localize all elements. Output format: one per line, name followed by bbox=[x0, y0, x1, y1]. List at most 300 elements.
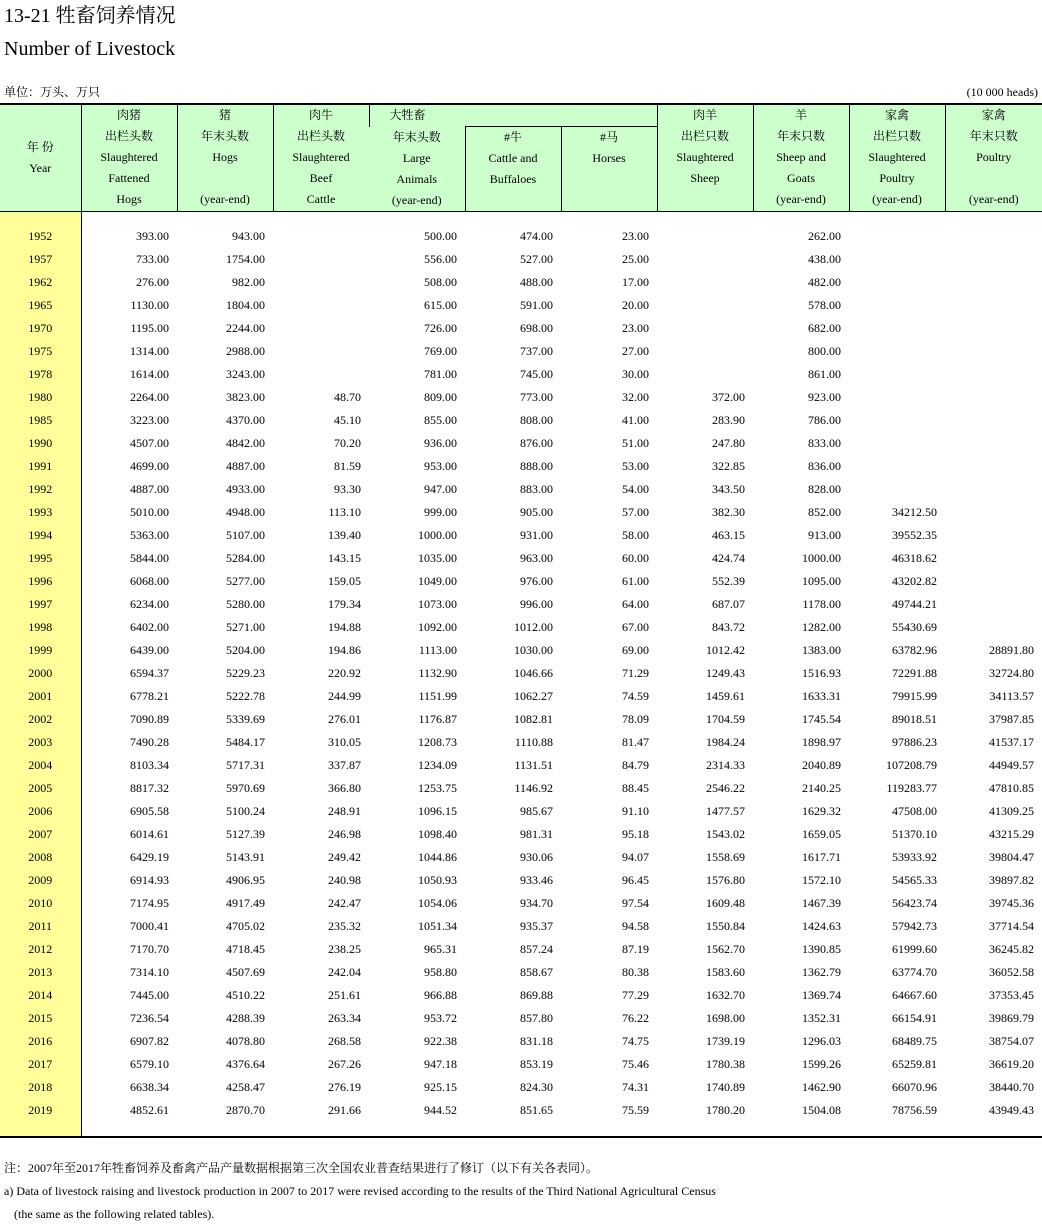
value-cell: 91.10 bbox=[622, 803, 650, 818]
value-cell: 786.00 bbox=[808, 412, 842, 427]
value-cell: 424.74 bbox=[712, 550, 746, 565]
year-cell: 1995 bbox=[0, 547, 81, 570]
year-cell: 2008 bbox=[0, 846, 81, 869]
value-cell: 32.00 bbox=[622, 389, 650, 404]
year-cell: 2002 bbox=[0, 708, 81, 731]
value-cell: 5143.91 bbox=[226, 849, 265, 864]
value-cell: 97.54 bbox=[622, 895, 650, 910]
value-cell: 63782.96 bbox=[892, 642, 938, 657]
table-row bbox=[0, 1053, 1042, 1076]
spacer-cell bbox=[81, 1122, 1042, 1137]
value-cell: 923.00 bbox=[808, 389, 842, 404]
year-cell: 1991 bbox=[0, 455, 81, 478]
value-cell: 37353.45 bbox=[989, 987, 1035, 1002]
value-cell: 4078.80 bbox=[226, 1033, 265, 1048]
value-cell: 97886.23 bbox=[892, 734, 938, 749]
value-cell: 1562.70 bbox=[706, 941, 746, 956]
value-cell: 68489.75 bbox=[892, 1033, 938, 1048]
value-cell: 853.19 bbox=[520, 1056, 553, 1071]
table-header bbox=[0, 104, 1042, 211]
value-cell: 30.00 bbox=[622, 366, 650, 381]
value-cell: 726.00 bbox=[424, 320, 457, 335]
value-cell: 25.00 bbox=[622, 251, 650, 266]
value-cell: 248.91 bbox=[328, 803, 361, 818]
header-cattle bbox=[465, 127, 561, 212]
value-cell: 1599.26 bbox=[802, 1056, 842, 1071]
value-cell: 936.00 bbox=[424, 435, 457, 450]
value-cell bbox=[273, 271, 369, 294]
value-cell: 34113.57 bbox=[989, 688, 1035, 703]
value-cell: 828.00 bbox=[808, 481, 842, 496]
value-cell: 17.00 bbox=[622, 274, 650, 289]
value-cell: 1609.48 bbox=[706, 895, 746, 910]
table-row bbox=[0, 731, 1042, 754]
value-cell: 1176.87 bbox=[418, 711, 457, 726]
value-cell: 283.90 bbox=[712, 412, 746, 427]
value-cell: 67.00 bbox=[622, 619, 650, 634]
value-cell: 251.61 bbox=[328, 987, 361, 1002]
year-cell bbox=[0, 1122, 81, 1137]
value-cell: 4887.00 bbox=[130, 481, 169, 496]
table-row bbox=[0, 961, 1042, 984]
value-cell bbox=[849, 340, 945, 363]
value-cell: 869.88 bbox=[520, 987, 553, 1002]
value-cell: 1030.00 bbox=[514, 642, 553, 657]
value-cell: 808.00 bbox=[520, 412, 553, 427]
header-line: 肉牛 bbox=[308, 108, 333, 122]
value-cell: 1383.00 bbox=[802, 642, 842, 657]
value-cell bbox=[657, 363, 753, 386]
value-cell: 43215.29 bbox=[989, 826, 1035, 841]
value-cell: 1352.31 bbox=[802, 1010, 842, 1025]
value-cell: 71.29 bbox=[622, 665, 650, 680]
year-cell: 1978 bbox=[0, 363, 81, 386]
header-line: 家禽 bbox=[885, 108, 910, 122]
value-cell bbox=[945, 409, 1042, 432]
value-cell: 7445.00 bbox=[130, 987, 169, 1002]
value-cell: 1543.02 bbox=[706, 826, 746, 841]
value-cell bbox=[657, 271, 753, 294]
value-cell: 1044.86 bbox=[418, 849, 457, 864]
value-cell: 44949.57 bbox=[989, 757, 1035, 772]
value-cell: 963.00 bbox=[520, 550, 553, 565]
value-cell: 95.18 bbox=[622, 826, 650, 841]
value-cell: 857.80 bbox=[520, 1010, 553, 1025]
value-cell: 322.85 bbox=[712, 458, 746, 473]
value-cell: 508.00 bbox=[424, 274, 457, 289]
value-cell bbox=[849, 317, 945, 340]
value-cell: 53933.92 bbox=[892, 849, 938, 864]
value-cell: 235.32 bbox=[328, 918, 361, 933]
value-cell: 930.06 bbox=[520, 849, 553, 864]
value-cell: 1131.51 bbox=[514, 757, 553, 772]
value-cell: 982.00 bbox=[232, 274, 265, 289]
value-cell: 54.00 bbox=[622, 481, 650, 496]
value-cell: 34212.50 bbox=[892, 504, 938, 519]
value-cell: 6402.00 bbox=[130, 619, 169, 634]
header-line: Horses bbox=[592, 151, 626, 165]
value-cell: 61999.60 bbox=[892, 941, 938, 956]
value-cell: 5363.00 bbox=[130, 527, 169, 542]
value-cell: 1035.00 bbox=[418, 550, 457, 565]
value-cell: 1745.54 bbox=[802, 711, 842, 726]
value-cell: 49744.21 bbox=[892, 596, 938, 611]
value-cell: 249.42 bbox=[328, 849, 361, 864]
value-cell: 933.46 bbox=[520, 872, 553, 887]
value-cell: 883.00 bbox=[520, 481, 553, 496]
value-cell: 143.15 bbox=[328, 550, 361, 565]
value-cell: 976.00 bbox=[520, 573, 553, 588]
value-cell: 965.31 bbox=[424, 941, 457, 956]
value-cell: 1698.00 bbox=[706, 1010, 746, 1025]
value-cell: 372.00 bbox=[712, 389, 746, 404]
value-cell: 3243.00 bbox=[226, 366, 265, 381]
header-line bbox=[946, 168, 1042, 189]
value-cell: 96.45 bbox=[622, 872, 650, 887]
value-cell: 27.00 bbox=[622, 343, 650, 358]
table-row bbox=[0, 524, 1042, 547]
value-cell: 72291.88 bbox=[892, 665, 938, 680]
value-cell: 45.10 bbox=[334, 412, 361, 427]
value-cell: 527.00 bbox=[520, 251, 553, 266]
header-large-animals-group bbox=[369, 104, 657, 127]
value-cell: 78.09 bbox=[622, 711, 650, 726]
header-line: 年末只数 bbox=[777, 129, 826, 143]
year-cell: 2013 bbox=[0, 961, 81, 984]
value-cell: 94.07 bbox=[622, 849, 650, 864]
value-cell: 53.00 bbox=[622, 458, 650, 473]
value-cell bbox=[657, 248, 753, 271]
value-cell: 800.00 bbox=[808, 343, 842, 358]
value-cell: 1132.90 bbox=[418, 665, 457, 680]
value-cell: 1130.00 bbox=[130, 297, 169, 312]
table-row bbox=[0, 570, 1042, 593]
value-cell: 1740.89 bbox=[706, 1079, 746, 1094]
value-cell: 1459.61 bbox=[706, 688, 746, 703]
value-cell: 47508.00 bbox=[892, 803, 938, 818]
header-line: (year-end) bbox=[968, 192, 1019, 206]
year-cell bbox=[0, 211, 81, 225]
header-line: Beef bbox=[309, 171, 333, 185]
value-cell: 4718.45 bbox=[226, 941, 265, 956]
year-cell: 1994 bbox=[0, 524, 81, 547]
value-cell: 36619.20 bbox=[989, 1056, 1035, 1071]
value-cell: 4917.49 bbox=[226, 895, 265, 910]
value-cell: 4933.00 bbox=[226, 481, 265, 496]
table-row bbox=[0, 800, 1042, 823]
value-cell: 737.00 bbox=[520, 343, 553, 358]
value-cell: 194.88 bbox=[328, 619, 361, 634]
value-cell: 1632.70 bbox=[706, 987, 746, 1002]
value-cell: 1898.97 bbox=[802, 734, 842, 749]
header-beef-slaughtered bbox=[273, 104, 369, 211]
value-cell bbox=[945, 432, 1042, 455]
header-hogs-slaughtered bbox=[81, 104, 177, 211]
value-cell: 93.30 bbox=[334, 481, 361, 496]
value-cell: 89018.51 bbox=[892, 711, 938, 726]
value-cell: 1390.85 bbox=[802, 941, 842, 956]
value-cell bbox=[945, 248, 1042, 271]
value-cell bbox=[945, 593, 1042, 616]
value-cell: 5339.69 bbox=[226, 711, 265, 726]
value-cell: 1178.00 bbox=[802, 596, 842, 611]
value-cell: 382.30 bbox=[712, 504, 746, 519]
year-cell: 1952 bbox=[0, 225, 81, 248]
header-line: Animals bbox=[396, 171, 438, 186]
value-cell: 5970.69 bbox=[226, 780, 265, 795]
value-cell: 393.00 bbox=[136, 228, 169, 243]
table-row bbox=[0, 869, 1042, 892]
value-cell: 81.59 bbox=[334, 458, 361, 473]
value-cell: 1369.74 bbox=[802, 987, 842, 1002]
value-cell: 7314.10 bbox=[130, 964, 169, 979]
value-cell: 66154.91 bbox=[892, 1010, 938, 1025]
value-cell: 139.40 bbox=[328, 527, 361, 542]
value-cell: 6638.34 bbox=[130, 1079, 169, 1094]
value-cell: 5277.00 bbox=[226, 573, 265, 588]
header-line: Buffaloes bbox=[489, 172, 537, 186]
value-cell: 58.00 bbox=[622, 527, 650, 542]
header-line: Slaughtered bbox=[868, 150, 926, 164]
year-cell: 1997 bbox=[0, 593, 81, 616]
value-cell: 79915.99 bbox=[892, 688, 938, 703]
header-line: 家禽 bbox=[981, 108, 1006, 122]
value-cell bbox=[657, 340, 753, 363]
value-cell: 843.72 bbox=[712, 619, 746, 634]
value-cell: 43202.82 bbox=[892, 573, 938, 588]
header-line: 年末头数 bbox=[200, 129, 249, 143]
value-cell: 943.00 bbox=[232, 228, 265, 243]
value-cell: 5204.00 bbox=[226, 642, 265, 657]
value-cell: 4948.00 bbox=[226, 504, 265, 519]
value-cell: 1314.00 bbox=[130, 343, 169, 358]
value-cell: 159.05 bbox=[328, 573, 361, 588]
value-cell: 3223.00 bbox=[130, 412, 169, 427]
value-cell: 4370.00 bbox=[226, 412, 265, 427]
header-line: Hogs bbox=[116, 192, 142, 206]
value-cell: 769.00 bbox=[424, 343, 457, 358]
value-cell: 61.00 bbox=[622, 573, 650, 588]
value-cell: 958.80 bbox=[424, 964, 457, 979]
year-cell: 1999 bbox=[0, 639, 81, 662]
value-cell bbox=[273, 340, 369, 363]
value-cell: 578.00 bbox=[808, 297, 842, 312]
value-cell: 247.80 bbox=[712, 435, 746, 450]
value-cell: 1550.84 bbox=[706, 918, 746, 933]
value-cell: 4376.64 bbox=[226, 1056, 265, 1071]
value-cell bbox=[945, 386, 1042, 409]
header-line: Goats bbox=[787, 171, 816, 185]
year-cell: 1985 bbox=[0, 409, 81, 432]
value-cell: 1146.92 bbox=[514, 780, 553, 795]
value-cell: 39745.36 bbox=[989, 895, 1035, 910]
value-cell: 947.18 bbox=[424, 1056, 457, 1071]
value-cell: 1012.00 bbox=[514, 619, 553, 634]
value-cell bbox=[849, 248, 945, 271]
value-cell: 1195.00 bbox=[130, 320, 169, 335]
value-cell: 1234.09 bbox=[418, 757, 457, 772]
value-cell: 7236.54 bbox=[130, 1010, 169, 1025]
value-cell: 2040.89 bbox=[802, 757, 842, 772]
header-line: Poultry bbox=[976, 150, 1012, 164]
value-cell: 366.80 bbox=[328, 780, 361, 795]
table-row bbox=[0, 455, 1042, 478]
value-cell: 2140.25 bbox=[802, 780, 842, 795]
value-cell: 1282.00 bbox=[802, 619, 842, 634]
year-cell: 2015 bbox=[0, 1007, 81, 1030]
value-cell: 1558.69 bbox=[706, 849, 746, 864]
year-cell: 1990 bbox=[0, 432, 81, 455]
value-cell: 41.00 bbox=[622, 412, 650, 427]
value-cell: 39552.35 bbox=[892, 527, 938, 542]
value-cell: 70.20 bbox=[334, 435, 361, 450]
year-cell: 1992 bbox=[0, 478, 81, 501]
value-cell: 276.01 bbox=[328, 711, 361, 726]
value-cell: 64667.60 bbox=[892, 987, 938, 1002]
value-cell: 935.37 bbox=[520, 918, 553, 933]
value-cell: 74.59 bbox=[622, 688, 650, 703]
value-cell bbox=[945, 363, 1042, 386]
value-cell: 1572.10 bbox=[802, 872, 842, 887]
value-cell: 1704.59 bbox=[706, 711, 746, 726]
header-line: Poultry bbox=[879, 171, 915, 185]
table-row bbox=[0, 409, 1042, 432]
value-cell: 1054.06 bbox=[418, 895, 457, 910]
value-cell: 242.04 bbox=[328, 964, 361, 979]
value-cell: 1113.00 bbox=[418, 642, 457, 657]
value-cell: 809.00 bbox=[424, 389, 457, 404]
value-cell bbox=[945, 616, 1042, 639]
value-cell: 6579.10 bbox=[130, 1056, 169, 1071]
value-cell: 310.05 bbox=[328, 734, 361, 749]
value-cell: 5100.24 bbox=[226, 803, 265, 818]
value-cell: 687.07 bbox=[712, 596, 746, 611]
header-line: 肉猪 bbox=[116, 108, 141, 122]
header-line: #马 bbox=[600, 130, 619, 144]
header-line: Hogs bbox=[212, 150, 238, 164]
value-cell bbox=[849, 409, 945, 432]
value-cell: 220.92 bbox=[328, 665, 361, 680]
value-cell: 23.00 bbox=[622, 228, 650, 243]
header-line: (year-end) bbox=[872, 192, 922, 206]
value-cell: 4699.00 bbox=[130, 458, 169, 473]
value-cell: 1780.38 bbox=[706, 1056, 746, 1071]
value-cell: 1253.75 bbox=[418, 780, 457, 795]
value-cell: 41309.25 bbox=[989, 803, 1035, 818]
year-cell: 2011 bbox=[0, 915, 81, 938]
value-cell: 6905.58 bbox=[130, 803, 169, 818]
year-cell: 1998 bbox=[0, 616, 81, 639]
year-cell: 2004 bbox=[0, 754, 81, 777]
value-cell: 1050.93 bbox=[418, 872, 457, 887]
value-cell bbox=[945, 271, 1042, 294]
value-cell: 87.19 bbox=[622, 941, 650, 956]
value-cell: 7090.89 bbox=[130, 711, 169, 726]
table-row bbox=[0, 1007, 1042, 1030]
value-cell bbox=[945, 570, 1042, 593]
value-cell: 556.00 bbox=[424, 251, 457, 266]
value-cell: 1424.63 bbox=[802, 918, 842, 933]
header-line: Sheep bbox=[690, 171, 720, 185]
value-cell bbox=[849, 363, 945, 386]
value-cell: 966.88 bbox=[424, 987, 457, 1002]
value-cell: 474.00 bbox=[520, 228, 553, 243]
value-cell: 2546.22 bbox=[706, 780, 746, 795]
value-cell: 1477.57 bbox=[706, 803, 746, 818]
table-row bbox=[0, 478, 1042, 501]
year-cell: 1975 bbox=[0, 340, 81, 363]
value-cell bbox=[945, 547, 1042, 570]
table-row bbox=[0, 846, 1042, 869]
value-cell: 119283.77 bbox=[886, 780, 938, 795]
value-cell: 6778.21 bbox=[130, 688, 169, 703]
header-line: Slaughtered bbox=[100, 150, 158, 164]
header-line: 出栏头数 bbox=[296, 129, 345, 143]
value-cell: 5229.23 bbox=[226, 665, 265, 680]
value-cell: 6429.19 bbox=[130, 849, 169, 864]
value-cell: 1516.93 bbox=[802, 665, 842, 680]
header-line: 出栏只数 bbox=[873, 129, 922, 143]
value-cell: 238.25 bbox=[328, 941, 361, 956]
table-row bbox=[0, 892, 1042, 915]
header-horses bbox=[561, 127, 657, 212]
value-cell: 858.67 bbox=[520, 964, 553, 979]
value-cell: 240.98 bbox=[328, 872, 361, 887]
value-cell: 74.31 bbox=[622, 1079, 650, 1094]
value-cell: 55430.69 bbox=[892, 619, 938, 634]
value-cell: 4507.00 bbox=[130, 435, 169, 450]
header-line: 猪 bbox=[218, 108, 231, 122]
value-cell: 36052.58 bbox=[989, 964, 1035, 979]
year-cell: 2016 bbox=[0, 1030, 81, 1053]
value-cell: 78756.59 bbox=[892, 1102, 938, 1117]
table-row bbox=[0, 317, 1042, 340]
value-cell: 1629.32 bbox=[802, 803, 842, 818]
value-cell: 107208.79 bbox=[886, 757, 938, 772]
value-cell: 51.00 bbox=[622, 435, 650, 450]
value-cell: 51370.10 bbox=[892, 826, 938, 841]
value-cell: 5284.00 bbox=[226, 550, 265, 565]
value-cell: 56423.74 bbox=[892, 895, 938, 910]
value-cell bbox=[273, 317, 369, 340]
header-line: (year-end) bbox=[776, 192, 826, 206]
value-cell: 1804.00 bbox=[226, 297, 265, 312]
value-cell: 2264.00 bbox=[130, 389, 169, 404]
value-cell: 500.00 bbox=[424, 228, 457, 243]
value-cell bbox=[849, 432, 945, 455]
value-cell: 7174.95 bbox=[130, 895, 169, 910]
table-row bbox=[0, 616, 1042, 639]
value-cell: 1583.60 bbox=[706, 964, 746, 979]
value-cell bbox=[273, 294, 369, 317]
value-cell: 6234.00 bbox=[130, 596, 169, 611]
value-cell: 1633.31 bbox=[802, 688, 842, 703]
header-line: (year-end) bbox=[200, 192, 250, 206]
value-cell: 1000.00 bbox=[418, 527, 457, 542]
year-cell: 1996 bbox=[0, 570, 81, 593]
value-cell: 46318.62 bbox=[892, 550, 938, 565]
value-cell bbox=[849, 271, 945, 294]
value-cell: 1110.88 bbox=[514, 734, 553, 749]
table-spacer-row bbox=[0, 211, 1042, 225]
value-cell: 262.00 bbox=[808, 228, 842, 243]
value-cell bbox=[945, 524, 1042, 547]
value-cell: 5484.17 bbox=[226, 734, 265, 749]
header-year-en: Year bbox=[29, 160, 52, 175]
value-cell: 84.79 bbox=[622, 757, 650, 772]
value-cell: 985.67 bbox=[520, 803, 553, 818]
value-cell bbox=[945, 225, 1042, 248]
